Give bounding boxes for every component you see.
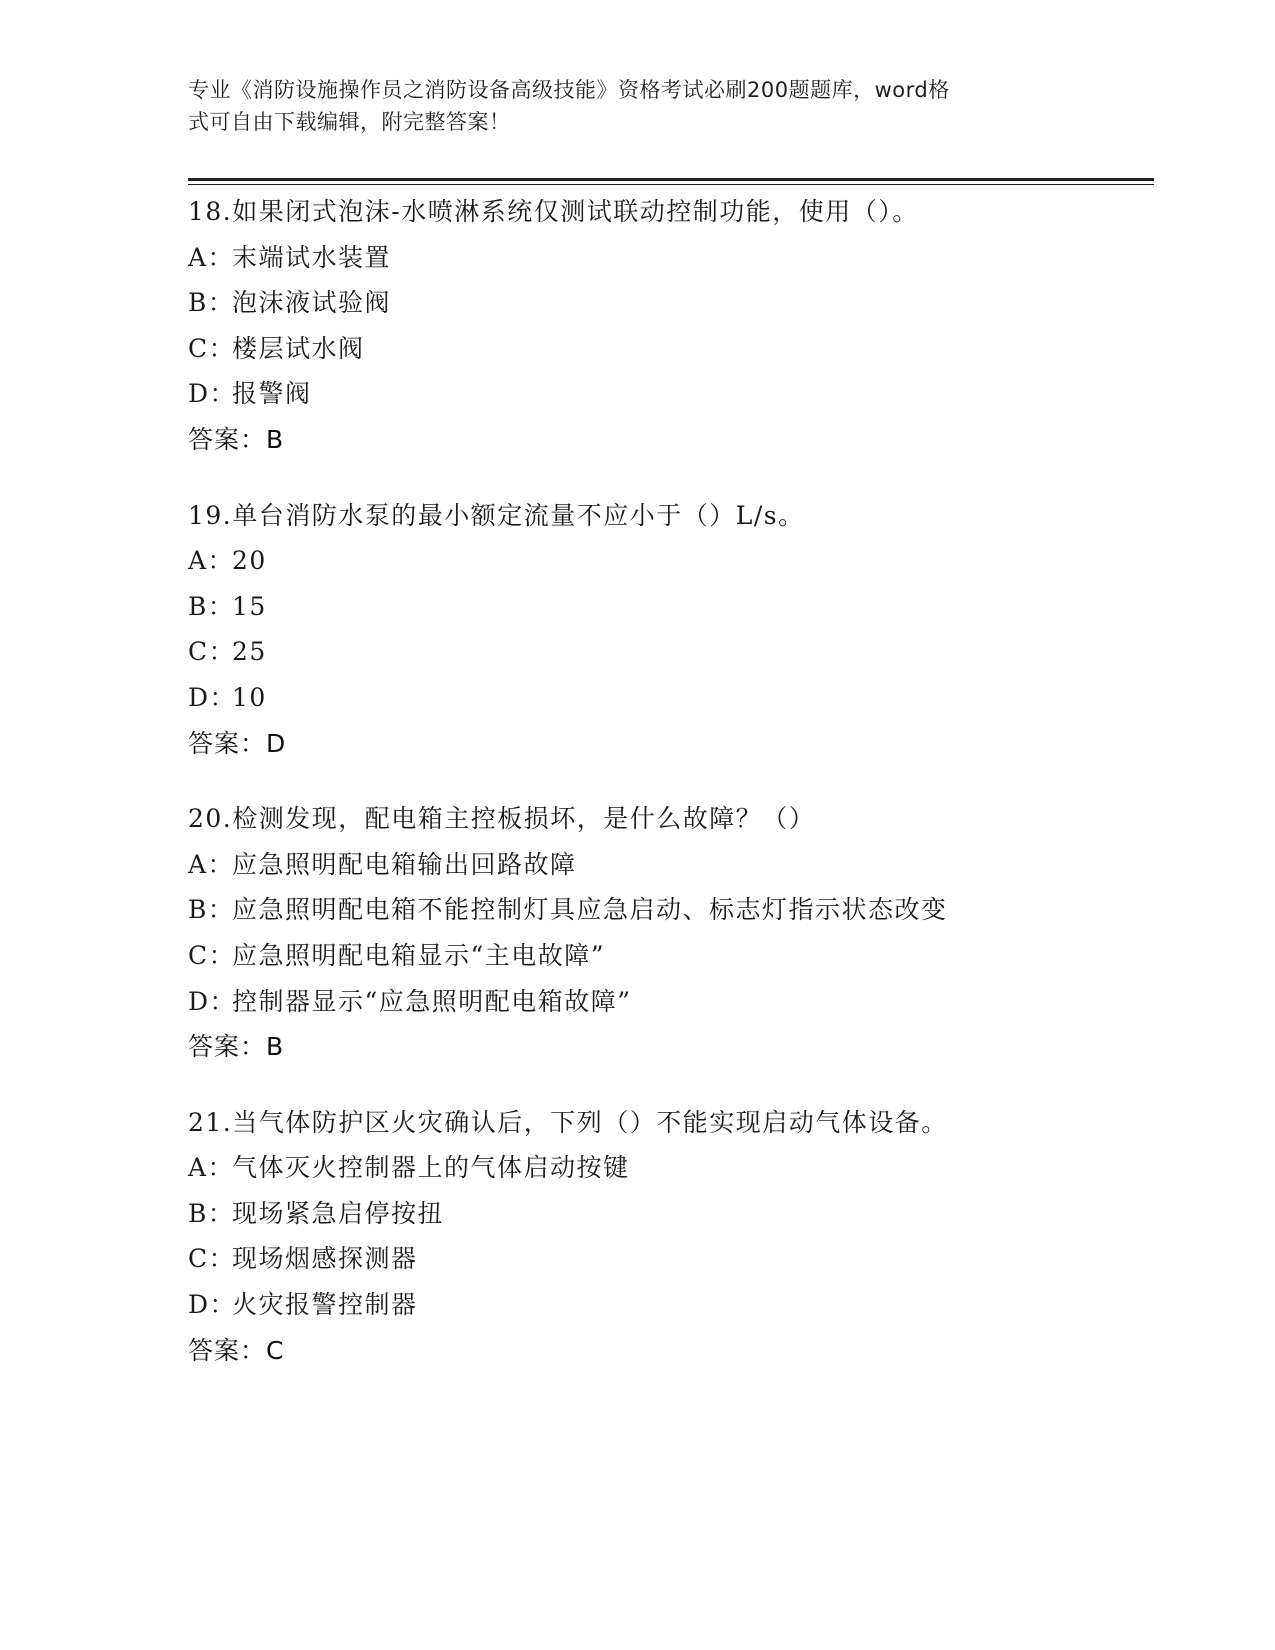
option-text: 报警阀 <box>232 379 312 409</box>
question-stem: 21.当气体防护区火灾确认后，下列（）不能实现启动气体设备。 <box>188 1107 948 1137</box>
option-key: A： <box>188 546 235 576</box>
option-text: 应急照明配电箱显示“主电故障” <box>232 940 606 970</box>
option-key: B： <box>188 1198 235 1228</box>
option-text: 现场紧急启停按扭 <box>232 1198 445 1228</box>
option-c <box>188 629 1148 675</box>
document-header <box>188 74 1088 138</box>
option-b <box>188 887 1148 933</box>
option-text: 火灾报警控制器 <box>232 1290 418 1320</box>
option-key: B： <box>188 288 235 318</box>
answer-line: 答案：D <box>188 728 287 758</box>
option-text: 楼层试水阀 <box>232 333 365 363</box>
option-d <box>188 979 1148 1025</box>
question-21 <box>188 1100 1148 1374</box>
option-key: C： <box>188 940 236 970</box>
header-divider-thin <box>188 184 1154 185</box>
option-text: 15 <box>232 591 267 621</box>
option-key: A： <box>188 1153 235 1183</box>
answer-line: 答案：B <box>188 1032 285 1062</box>
option-key: C： <box>188 637 236 667</box>
question-stem: 20.检测发现，配电箱主控板损坏，是什么故障？（） <box>188 804 816 834</box>
option-d <box>188 371 1148 417</box>
option-text: 20 <box>232 546 267 576</box>
option-d <box>188 1282 1148 1328</box>
option-c <box>188 326 1148 372</box>
option-text: 气体灭火控制器上的气体启动按键 <box>232 1153 630 1183</box>
option-text: 应急照明配电箱不能控制灯具应急启动、标志灯指示状态改变 <box>232 895 948 925</box>
option-key: B： <box>188 895 235 925</box>
option-key: C： <box>188 1244 236 1274</box>
option-key: D： <box>188 379 237 409</box>
question-19 <box>188 493 1148 767</box>
question-stem: 18.如果闭式泡沫-水喷淋系统仅测试联动控制功能，使用（）。 <box>188 197 919 226</box>
option-text: 25 <box>232 637 267 667</box>
header-line-2: 式可自由下载编辑，附完整答案！ <box>188 110 511 134</box>
option-text: 应急照明配电箱输出回路故障 <box>232 849 577 879</box>
option-key: D： <box>188 1290 237 1320</box>
option-text: 10 <box>232 682 267 712</box>
header-line-1: 专业《消防设施操作员之消防设备高级技能》资格考试必刷200题题库，word格 <box>188 78 950 102</box>
option-text: 末端试水装置 <box>232 242 392 272</box>
option-c <box>188 1236 1148 1282</box>
option-key: B： <box>188 591 235 621</box>
option-b <box>188 1191 1148 1237</box>
question-list <box>188 189 1148 1403</box>
option-text: 现场烟感探测器 <box>232 1244 418 1274</box>
option-a <box>188 1145 1148 1191</box>
question-20 <box>188 796 1148 1070</box>
option-key: D： <box>188 682 237 712</box>
header-divider-thick <box>188 178 1154 181</box>
option-a <box>188 538 1148 584</box>
option-key: C： <box>188 333 236 363</box>
option-b <box>188 584 1148 630</box>
option-d <box>188 675 1148 721</box>
option-a <box>188 235 1148 281</box>
option-text: 控制器显示“应急照明配电箱故障” <box>232 986 632 1016</box>
option-b <box>188 280 1148 326</box>
option-key: A： <box>188 849 235 879</box>
question-stem: 19.单台消防水泵的最小额定流量不应小于（）L/s。 <box>188 500 805 530</box>
option-a <box>188 842 1148 888</box>
option-key: D： <box>188 986 237 1016</box>
option-text: 泡沫液试验阀 <box>232 288 392 318</box>
answer-line: 答案：C <box>188 1335 285 1365</box>
option-key: A： <box>188 242 235 272</box>
question-18 <box>188 189 1148 463</box>
option-c <box>188 933 1148 979</box>
answer-line: 答案：B <box>188 424 285 454</box>
